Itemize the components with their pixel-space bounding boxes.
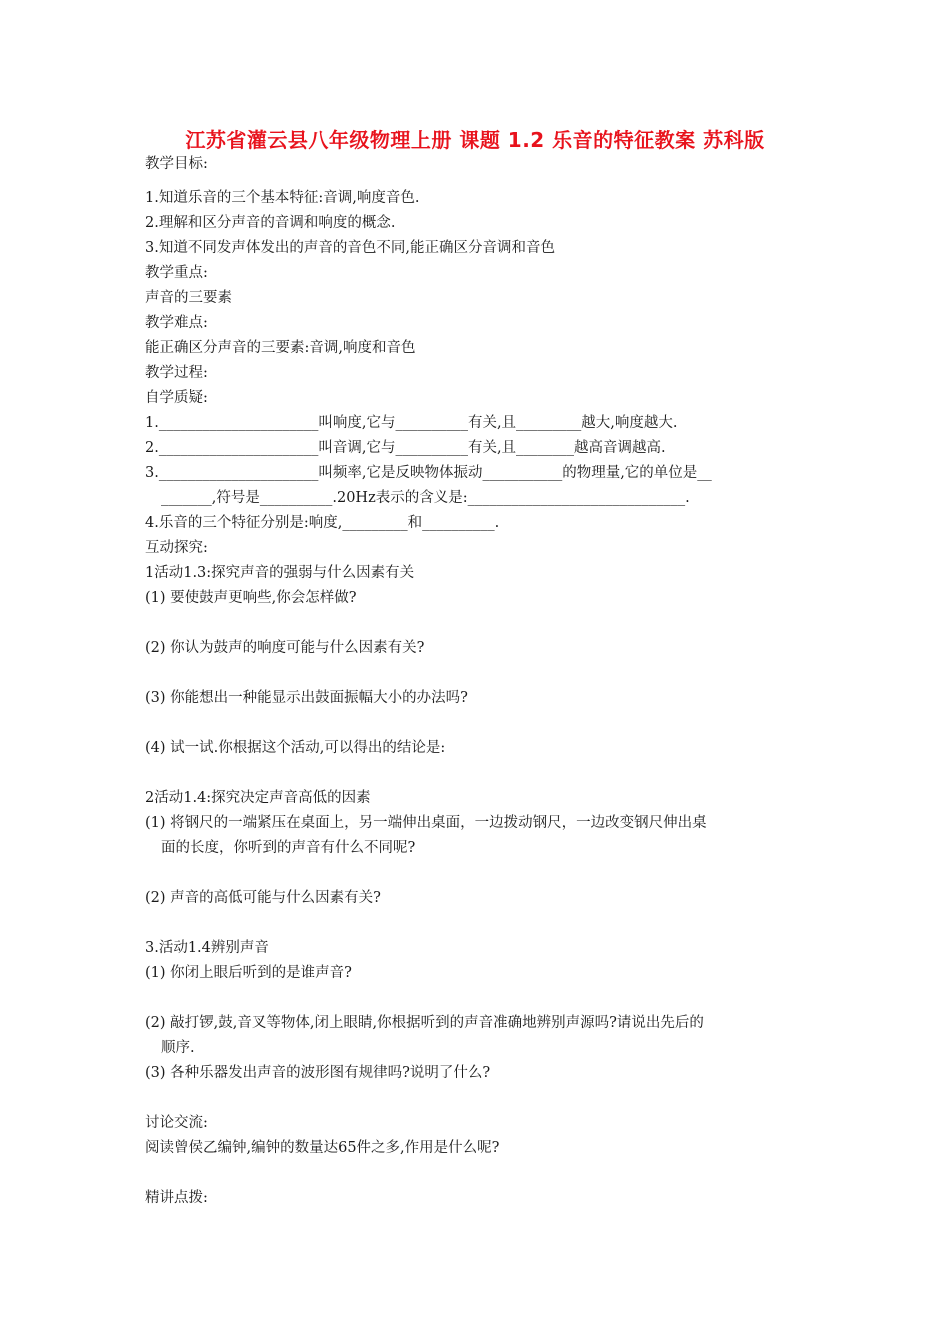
activity-3-q3: (3) 各种乐器发出声音的波形图有规律吗?说明了什么? bbox=[145, 1065, 491, 1081]
heading-difficulties: 教学难点: bbox=[145, 315, 208, 331]
objective-2: 2.理解和区分声音的音调和响度的概念. bbox=[145, 215, 396, 231]
heading-objectives: 教学目标: bbox=[145, 156, 208, 172]
activity-3-q2: (2) 敲打锣,鼓,音叉等物体,闭上眼睛,你根据听到的声音准确地辨别声源吗?请说出先后的 bbox=[145, 1015, 704, 1031]
activity-1-heading: 1活动1.3:探究声音的强弱与什么因素有关 bbox=[145, 565, 415, 581]
heading-discussion: 讨论交流: bbox=[145, 1115, 208, 1131]
question-3-cont: _______,符号是__________.20Hz表示的含义是:______________________________. bbox=[161, 490, 690, 506]
key-points-text: 声音的三要素 bbox=[145, 290, 232, 306]
heading-process: 教学过程: bbox=[145, 365, 208, 381]
heading-self-study: 自学质疑: bbox=[145, 390, 208, 406]
activity-3-heading: 3.活动1.4辨别声音 bbox=[145, 940, 269, 956]
activity-2-q1-cont: 面的长度，你听到的声音有什么不同呢? bbox=[161, 840, 416, 856]
discussion-text: 阅读曾侯乙编钟,编钟的数量达65件之多,作用是什么呢? bbox=[145, 1140, 500, 1156]
activity-2-heading: 2活动1.4:探究决定声音高低的因素 bbox=[145, 790, 371, 806]
objective-3: 3.知道不同发声体发出的声音的音色不同,能正确区分音调和音色 bbox=[145, 240, 555, 256]
question-1: 1.______________________叫响度,它与__________有关,且_________越大,响度越大. bbox=[145, 415, 678, 431]
activity-2-q2: (2) 声音的高低可能与什么因素有关? bbox=[145, 890, 381, 906]
document-title: 江苏省灌云县八年级物理上册 课题 1.2 乐音的特征教案 苏科版 bbox=[185, 128, 765, 152]
difficulties-text: 能正确区分声音的三要素:音调,响度和音色 bbox=[145, 340, 416, 356]
question-3: 3.______________________叫频率,它是反映物体振动___________的物理量,它的单位是__ bbox=[145, 465, 712, 481]
activity-1-q1: (1) 要使鼓声更响些,你会怎样做? bbox=[145, 590, 357, 606]
objective-1: 1.知道乐音的三个基本特征:音调,响度音色. bbox=[145, 190, 420, 206]
activity-3-q2-cont: 顺序. bbox=[161, 1040, 195, 1056]
activity-3-q1: (1) 你闭上眼后听到的是谁声音? bbox=[145, 965, 352, 981]
question-2: 2.______________________叫音调,它与__________有关,且________越高音调越高. bbox=[145, 440, 666, 456]
heading-interactive: 互动探究: bbox=[145, 540, 208, 556]
question-4: 4.乐音的三个特征分别是:响度,_________和__________. bbox=[145, 515, 500, 531]
heading-key-points: 教学重点: bbox=[145, 265, 208, 281]
activity-1-q4: (4) 试一试.你根据这个活动,可以得出的结论是: bbox=[145, 740, 446, 756]
activity-1-q2: (2) 你认为鼓声的响度可能与什么因素有关? bbox=[145, 640, 425, 656]
activity-1-q3: (3) 你能想出一种能显示出鼓面振幅大小的办法吗? bbox=[145, 690, 468, 706]
activity-2-q1: (1) 将钢尺的一端紧压在桌面上，另一端伸出桌面，一边拨动钢尺，一边改变钢尺伸出桌 bbox=[145, 815, 707, 831]
heading-instruction: 精讲点拨: bbox=[145, 1190, 208, 1206]
